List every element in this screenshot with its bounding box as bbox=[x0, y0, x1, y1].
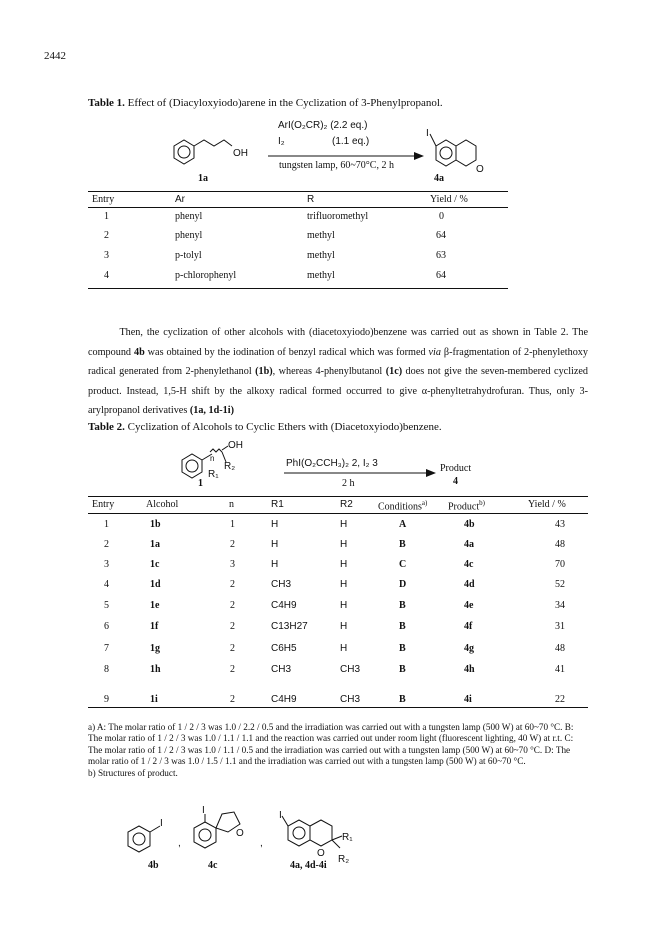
table2-r3-product: 4c bbox=[464, 559, 474, 570]
table1-r3-yield: 63 bbox=[436, 250, 446, 261]
table1-r3-ar: p-tolyl bbox=[175, 250, 202, 261]
structure-4a-4d-4i bbox=[282, 816, 342, 848]
table1-r2-ar: phenyl bbox=[175, 230, 203, 241]
table2-header-entry: Entry bbox=[92, 499, 115, 510]
table2-r5-n: 2 bbox=[230, 600, 235, 611]
table1-r3-r: methyl bbox=[307, 250, 335, 261]
table2-product-number: 4 bbox=[453, 476, 458, 487]
structure-1a-oh: OH bbox=[233, 148, 248, 159]
table2-header-product: Product$^{b)}$ bbox=[448, 499, 485, 513]
table2-r7-entry: 7 bbox=[104, 643, 109, 654]
structure-label-4b: 4b bbox=[148, 860, 159, 871]
table2-r8-alcohol: 1h bbox=[150, 664, 161, 675]
table2-r1-conditions: A bbox=[399, 519, 407, 530]
table2-r6-n: 2 bbox=[230, 621, 235, 632]
table1-caption-text: Effect of (Diacyloxyiodo)arene in the Cyclization of 3-Phenylpropanol. bbox=[127, 97, 443, 109]
table2-r9-yield: 22 bbox=[555, 694, 565, 705]
structure-4a-4d-4i-r2: R₂ bbox=[338, 854, 350, 865]
table2-r1-yield: 43 bbox=[555, 519, 565, 530]
table2-r5-product: 4e bbox=[464, 600, 474, 611]
para-text-3: β-fragmentation of 2-phenylethoxy radical generated from 2-phenylethanol bbox=[88, 346, 588, 378]
para-bold-1c: (1c) bbox=[385, 366, 403, 378]
table1-r1-entry: 1 bbox=[104, 211, 109, 222]
table2-r4-alcohol: 1d bbox=[150, 579, 161, 590]
table2-r7-product: 4g bbox=[464, 643, 474, 654]
table2-r1-product: 4b bbox=[464, 519, 475, 530]
table2-r6-r1: C13H27 bbox=[271, 621, 308, 632]
table1-arrowhead bbox=[414, 152, 424, 160]
table1-reagent-line2a: I₂ bbox=[278, 136, 285, 147]
structure-4b bbox=[128, 826, 160, 852]
table1-r1-yield: 0 bbox=[439, 211, 444, 222]
structure-4a bbox=[430, 134, 476, 166]
table2-r7-conditions: B bbox=[399, 643, 406, 654]
para-bold-1a-1i: (1a, 1d-1i) bbox=[189, 405, 234, 417]
table2-header-r2: R2 bbox=[340, 499, 353, 510]
table2-r6-entry: 6 bbox=[104, 621, 109, 632]
table2-r1-alcohol: 1b bbox=[150, 519, 161, 530]
table2-header-conditions: Conditions$^{a)}$ bbox=[378, 499, 428, 513]
table2-r4-entry: 4 bbox=[104, 579, 109, 590]
structure-4a-4d-4i-iodine: I bbox=[279, 810, 282, 821]
table2-r3-alcohol: 1c bbox=[150, 559, 160, 570]
table1-header-entry: Entry bbox=[92, 194, 115, 205]
structure-4c-iodine: I bbox=[202, 805, 205, 816]
table2-r5-alcohol: 1e bbox=[150, 600, 160, 611]
table2-r1-entry: 1 bbox=[104, 519, 109, 530]
table2-r4-n: 2 bbox=[230, 579, 235, 590]
table2-header-alcohol: Alcohol bbox=[146, 499, 179, 510]
table2-r6-yield: 31 bbox=[555, 621, 565, 632]
structure-4a-iodine: I bbox=[426, 128, 429, 139]
table2-r2-product: 4a bbox=[464, 539, 474, 550]
table1-r4-r: methyl bbox=[307, 270, 335, 281]
table2-r8-r1: CH3 bbox=[271, 664, 292, 675]
structure-1-oh: OH bbox=[228, 440, 243, 451]
table2-r7-yield: 48 bbox=[555, 643, 565, 654]
table2-r2-entry: 2 bbox=[104, 539, 109, 550]
table2-time: 2 h bbox=[342, 478, 355, 489]
table2-r2-n: 2 bbox=[230, 539, 235, 550]
structure-4a-4d-4i-r1: R₁ bbox=[342, 832, 353, 843]
table2-r9-conditions: B bbox=[399, 694, 406, 705]
table2-r4-r1: CH3 bbox=[271, 579, 292, 590]
table2-r6-r2: H bbox=[340, 621, 348, 632]
table2-r7-r2: H bbox=[340, 643, 348, 654]
table2-r1-r2: H bbox=[340, 519, 348, 530]
table2-r9-product: 4i bbox=[464, 694, 472, 705]
table1-r1-ar: phenyl bbox=[175, 211, 203, 222]
table1-r2-entry: 2 bbox=[104, 230, 109, 241]
table1-header-ar: Ar bbox=[175, 194, 185, 205]
structure-4c-oxygen: O bbox=[236, 828, 244, 839]
table2-r5-r2: H bbox=[340, 600, 348, 611]
compound-label-1a: 1a bbox=[198, 173, 208, 184]
table2-header-conditions-text: Conditions bbox=[378, 501, 422, 513]
structure-4b-iodine: I bbox=[160, 818, 163, 829]
table2-r8-yield: 41 bbox=[555, 664, 565, 675]
structure-4a-4d-4i-oxygen: O bbox=[317, 848, 325, 859]
structure-1-r1: R₁ bbox=[208, 469, 219, 480]
compound-label-4a: 4a bbox=[434, 173, 444, 184]
table1-r4-ar: p-chlorophenyl bbox=[175, 270, 237, 281]
table1-reagent-line1: ArI(O₂CR)₂ (2.2 eq.) bbox=[278, 120, 368, 131]
para-text-2: was obtained by the iodination of benzyl radical which was formed bbox=[144, 346, 429, 358]
structure-label-4a-4d-4i: 4a, 4d-4i bbox=[290, 860, 327, 871]
table2-r2-r1: H bbox=[271, 539, 279, 550]
table2-r3-n: 3 bbox=[230, 559, 235, 570]
table2-label: Table 2. bbox=[88, 421, 125, 433]
table2-r7-alcohol: 1g bbox=[150, 643, 160, 654]
table2-r1-n: 1 bbox=[230, 519, 235, 530]
table2-caption-text: Cyclization of Alcohols to Cyclic Ethers with (Diacetoxyiodo)benzene. bbox=[127, 421, 442, 433]
structure-1-n: n bbox=[210, 454, 215, 463]
table2-r3-r2: H bbox=[340, 559, 348, 570]
table1-r1-r: trifluoromethyl bbox=[307, 211, 369, 222]
table2-r3-entry: 3 bbox=[104, 559, 109, 570]
table2-r3-conditions: C bbox=[399, 559, 407, 570]
para-text-1: Then, the cyclization of other alcohols with (diacetoxyiodo)benzene was carried out as shown in Table 2. The compound bbox=[88, 327, 589, 358]
table2-header-r1: R1 bbox=[271, 499, 284, 510]
table2-r8-r2: CH3 bbox=[340, 664, 361, 675]
footnote-a: a) A: The molar ratio of 1 / 2 / 3 was 1.0 / 2.2 / 0.5 and the irradiation was carried out with a tungsten lamp (500 W) at 60~70 °C. B: The molar ratio of 1 / 2 / 3 was 1.0 / 1.1 / 1.1 and the reaction was carried out under room light (fluorescent lighting, 40 W) at r.t. C: The molar ratio of 1 / 2 / 3 was 1.0 / 1.1 / 0.5 and the irradiation was carried out with a tungsten lamp (500 W) at 60~70 °C. D: The molar ratio of 1 / 2 / 3 was 1.0 / 1.5 / 1.1 and the irradiation was carried out with a tungsten lamp (500 W) at 60~70 °C. bbox=[88, 722, 574, 767]
table2-r9-n: 2 bbox=[230, 694, 235, 705]
table2-r9-r2: CH3 bbox=[340, 694, 361, 705]
table2-r7-n: 2 bbox=[230, 643, 235, 654]
table2-r4-r2: H bbox=[340, 579, 348, 590]
table2-reagent: PhI(O₂CCH₃)₂ 2, I₂ 3 bbox=[286, 458, 378, 469]
para-text-4: , whereas 4-phenylbutanol bbox=[272, 366, 386, 378]
table2-r4-product: 4d bbox=[464, 579, 475, 590]
table1-r3-entry: 3 bbox=[104, 250, 109, 261]
page-number: 2442 bbox=[44, 50, 66, 62]
table1-r2-yield: 64 bbox=[436, 230, 446, 241]
table2-header-product-text: Product bbox=[448, 501, 480, 513]
structure-4a-oxygen: O bbox=[476, 164, 484, 175]
table2-header-n: n bbox=[229, 499, 234, 510]
table2-r5-r1: C4H9 bbox=[271, 600, 297, 611]
table2-r5-conditions: B bbox=[399, 600, 406, 611]
table2-r3-r1: H bbox=[271, 559, 279, 570]
table2-r9-entry: 9 bbox=[104, 694, 109, 705]
table2-r2-conditions: B bbox=[399, 539, 406, 550]
table1-reagent-line2b: (1.1 eq.) bbox=[332, 136, 370, 147]
para-text-5: does not give the seven-membered cyclized product. Instead, 1,5-H shift by the alkoxy radical formed occurred to give α-phenyltetrahydrofuran. Thus, only 3-arylpropanol derivatives bbox=[88, 366, 588, 417]
table2-substrate-number: 1 bbox=[198, 478, 203, 489]
structure-4c bbox=[194, 812, 240, 848]
table2-r7-r1: C6H5 bbox=[271, 643, 297, 654]
table2-r2-r2: H bbox=[340, 539, 348, 550]
table2-r8-product: 4h bbox=[464, 664, 475, 675]
table1-r4-yield: 64 bbox=[436, 270, 446, 281]
structure-1-r2: R₂ bbox=[224, 461, 236, 472]
para-bold-1b: (1b) bbox=[255, 366, 273, 378]
table2-r6-product: 4f bbox=[464, 621, 473, 632]
table2-r2-alcohol: 1a bbox=[150, 539, 160, 550]
table2-r8-entry: 8 bbox=[104, 664, 109, 675]
table2-r9-r1: C4H9 bbox=[271, 694, 297, 705]
footnote-b: b) Structures of product. bbox=[88, 767, 178, 778]
table1-label: Table 1. bbox=[88, 97, 125, 109]
table2-r8-conditions: B bbox=[399, 664, 406, 675]
table2-r1-r1: H bbox=[271, 519, 279, 530]
table2-r6-conditions: B bbox=[399, 621, 406, 632]
table2-r8-n: 2 bbox=[230, 664, 235, 675]
table2-r4-conditions: D bbox=[399, 579, 407, 590]
table1-header-r: R bbox=[307, 194, 315, 205]
table2-r6-alcohol: 1f bbox=[150, 621, 159, 632]
table2-product: Product bbox=[440, 463, 472, 474]
table2-r2-yield: 48 bbox=[555, 539, 565, 550]
structure-1 bbox=[182, 446, 228, 478]
table2-arrowhead bbox=[426, 469, 436, 477]
table2-r5-entry: 5 bbox=[104, 600, 109, 611]
structure-label-4c: 4c bbox=[208, 860, 218, 871]
table1-r2-r: methyl bbox=[307, 230, 335, 241]
table1-header-yield: Yield / % bbox=[430, 194, 468, 205]
structure-1a bbox=[174, 140, 232, 164]
para-bold-4b: 4b bbox=[133, 346, 145, 358]
table2-r5-yield: 34 bbox=[555, 600, 565, 611]
table2-r3-yield: 70 bbox=[555, 559, 565, 570]
table1-r4-entry: 4 bbox=[104, 270, 109, 281]
table2-header-yield: Yield / % bbox=[528, 499, 566, 510]
table1-conditions: tungsten lamp, 60~70°C, 2 h bbox=[279, 160, 394, 171]
table2-r4-yield: 52 bbox=[555, 579, 565, 590]
table2-r9-alcohol: 1i bbox=[150, 694, 158, 705]
para-italic-via: via bbox=[428, 346, 441, 358]
structure-sep-2: , bbox=[260, 838, 263, 849]
structure-sep-1: , bbox=[178, 838, 181, 849]
